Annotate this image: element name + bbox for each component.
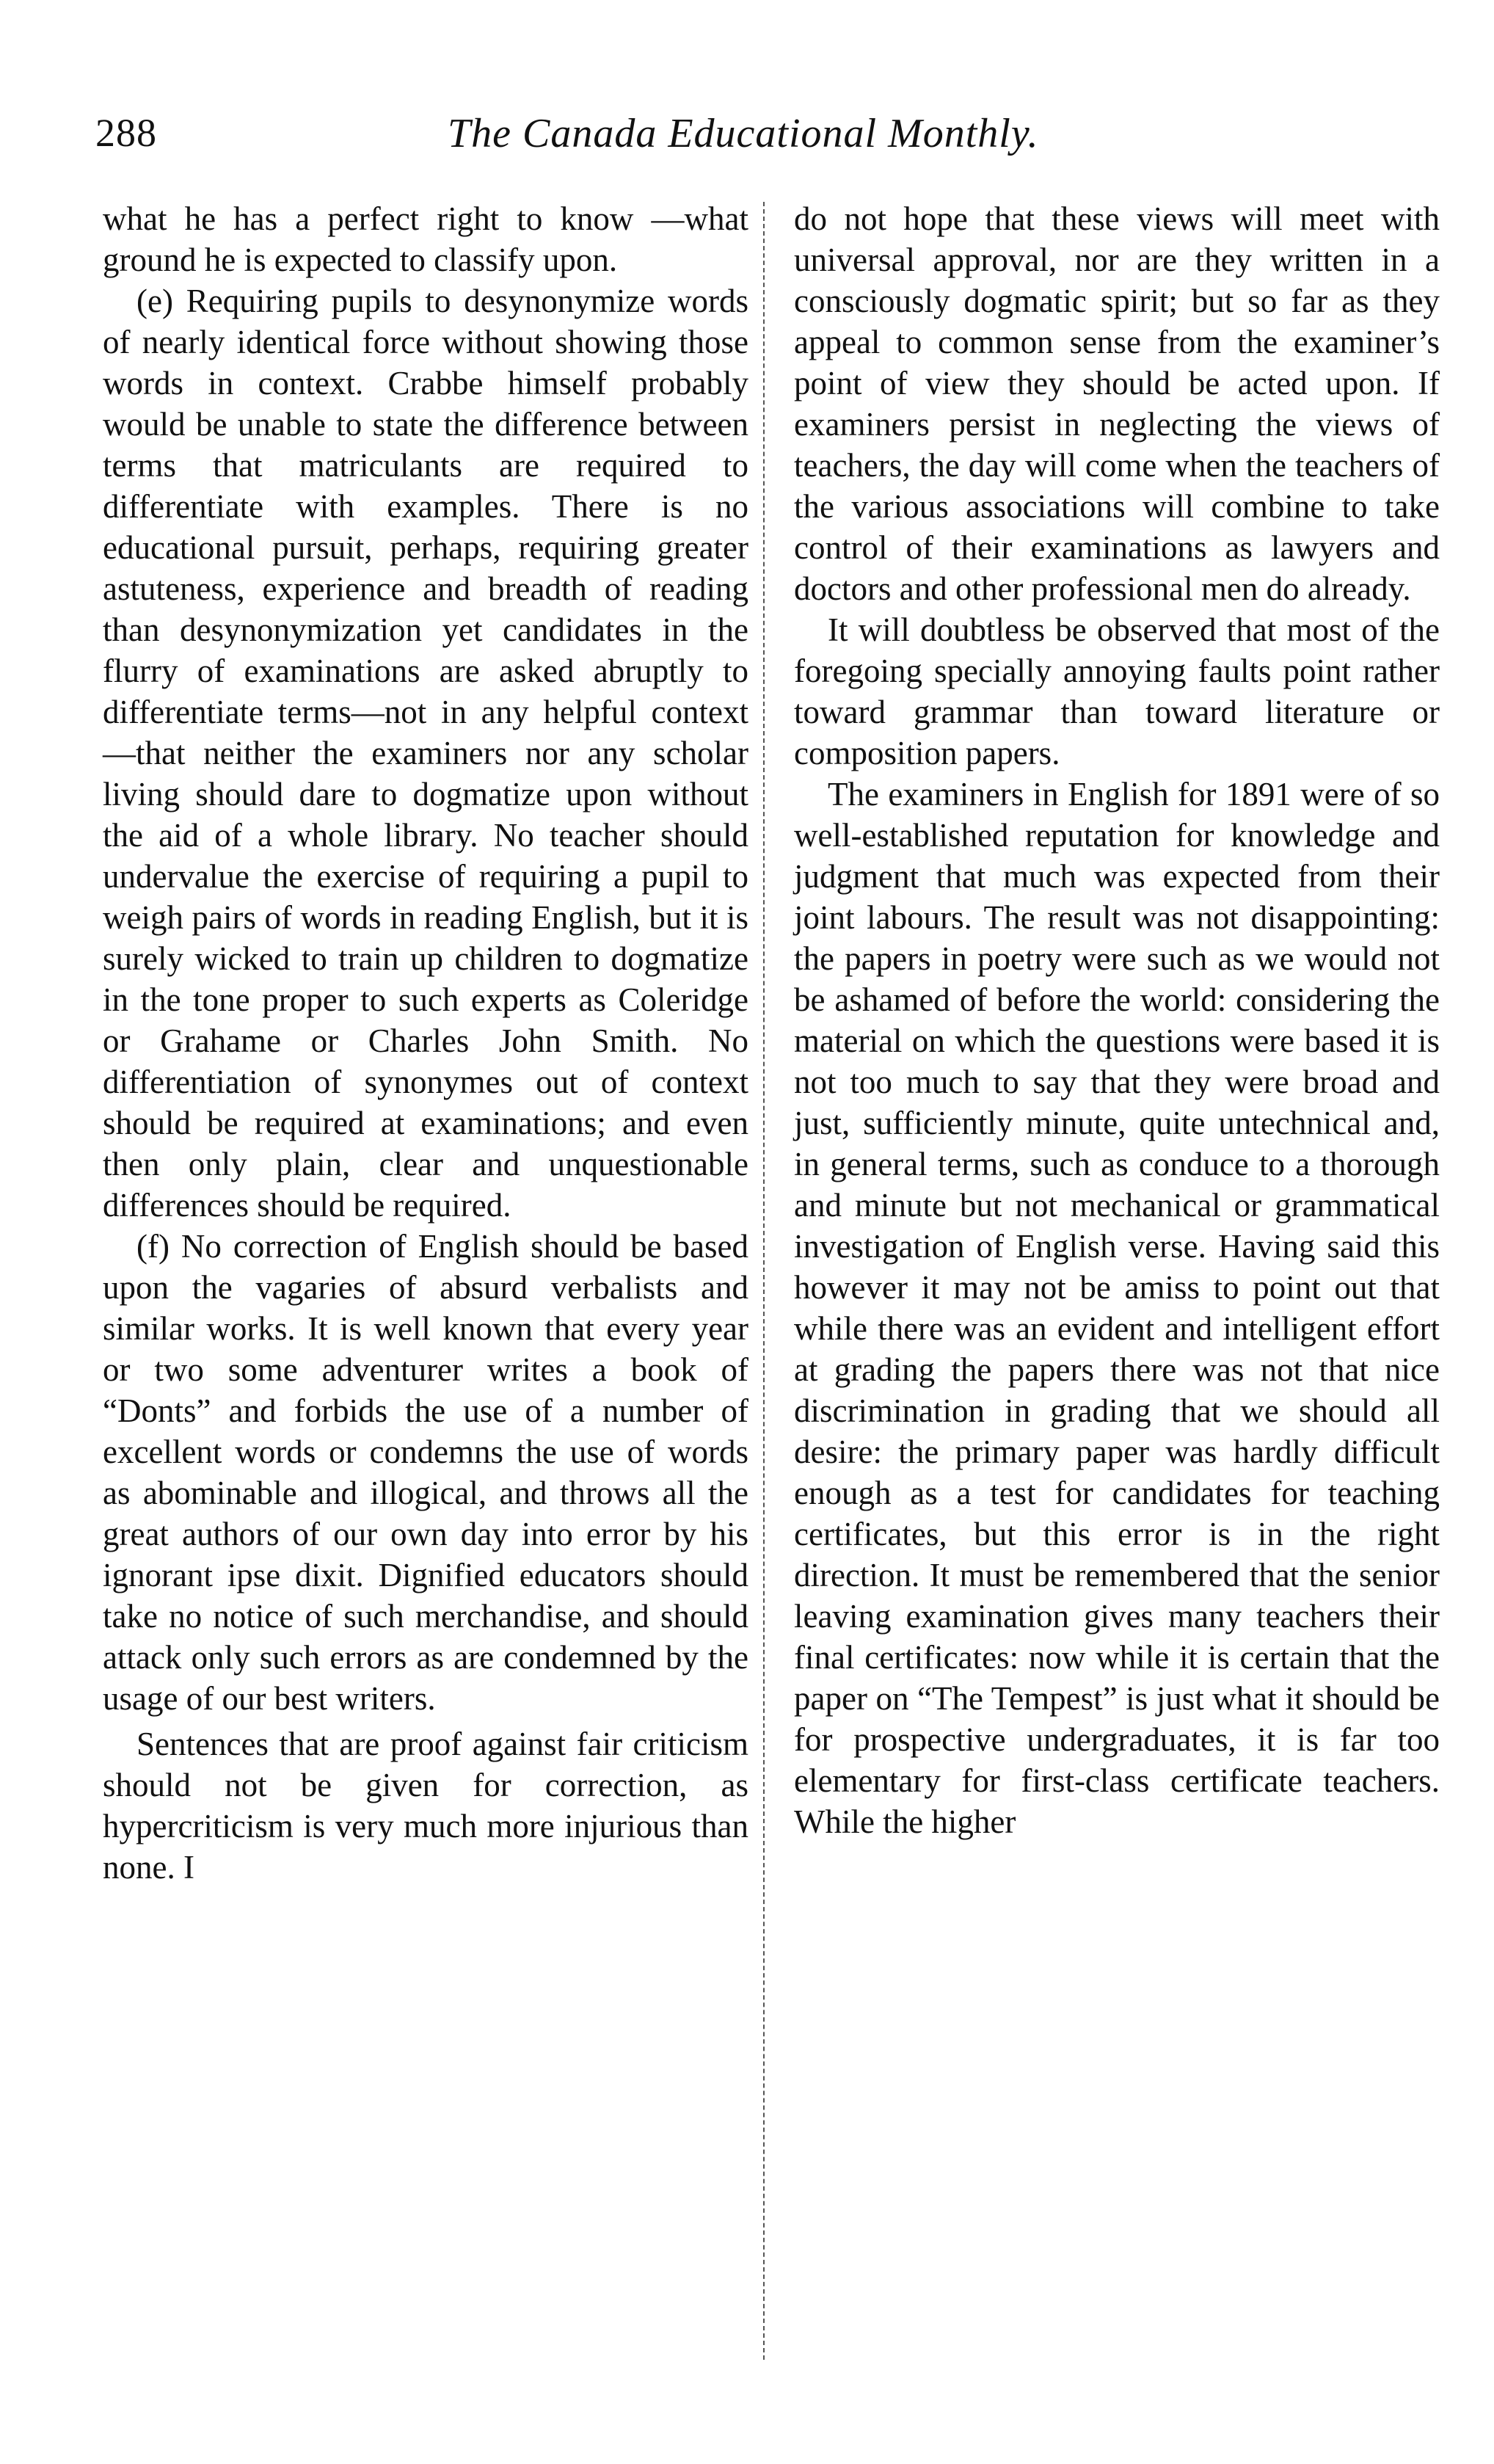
paragraph-e-desynonymize: (e) Requiring pupils to desynonymize words of nearly identical force without showing those words in context. Crabbe himself probably would be unable to state the difference between terms that matriculants are required to differentiate with examples. There is no educational pursuit, perhaps, requiring greater astuteness, experience and breadth of reading than desynonymization yet candidates in the flurry of examinations are asked abruptly to differentiate terms—not in any helpful context—that neither the examiners nor any scholar living should dare to dogmatize upon without the aid of a whole library. No teacher should undervalue the exercise of requiring a pupil to weigh pairs of words in reading English, but it is surely wicked to train up children to dogmatize in the tone proper to such experts as Coleridge or Grahame or Charles John Smith. No differentiation of synonymes out of context should be required at examinations; and even then only plain, clear and unquestionable differences should be required.: [103, 283, 748, 1224]
paragraph-hypercriticism: Sentences that are proof against fair criticism should not be given for correction, as hypercriticism is very much more injurious than none. I: [103, 1726, 748, 1886]
left-column: [103, 198, 748, 1888]
right-column: [794, 198, 1440, 1842]
paragraph-continuation-right: do not hope that these views will meet with universal approval, nor are they written in a consciously dogmatic spirit; but so far as they appeal to common sense from the examiner’s point of view they should be acted upon. If examiners persist in neglecting the views of teachers, the day will come when the teachers of the various associations will combine to take control of their examinations as lawyers and doctors and other professional men do already.: [794, 200, 1440, 607]
paragraph-examiners-1891: The examiners in English for 1891 were of so well-established reputation for knowledge and judgment that much was expected from their joint labours. The result was not disappointing: the papers in poetry were such as we would not be ashamed of before the world: considering the material on which the questions were based it is not too much to say that they were broad and just, sufficiently minute, quite untechnical and, in general terms, such as conduce to a thorough and minute but not mechanical or grammatical investigation of English verse. Having said this however it may not be amiss to point out that while there was an evident and intelligent effort at grading the papers there was not that nice discrimination in grading that we should all desire: the primary paper was hardly difficult enough as a test for candidates for teaching certificates, but this error is in the right direction. It must be remembered that the senior leaving examination gives many teachers their final certificates: now while it is certain that the paper on “The Tempest” is just what it should be for prospective undergraduates, it is far too elementary for first-class certificate teachers. While the higher: [794, 776, 1440, 1840]
column-divider: [763, 202, 765, 2360]
paragraph-continuation: what he has a perfect right to know —what ground he is expected to classify upon.: [103, 200, 748, 278]
paragraph-f-verbalists: (f) No correction of English should be based upon the vagaries of absurd verbalists and similar works. It is well known that every year or two some adventurer writes a book of “Donts” and forbids the use of a number of excellent words or condemns the use of words as abominable and illogical, and throws all the great authors of our own day into error by his ignorant ipse dixit. Dignified educators should take no notice of such merchandise, and should attack only such errors as are condemned by the usage of our best writers.: [103, 1228, 748, 1717]
page-number: 288: [95, 111, 157, 155]
page-header: [95, 110, 1438, 169]
paragraph-annoying-faults: It will doubtless be observed that most of the foregoing specially annoying faults point rather toward grammar than toward literature or composition papers.: [794, 611, 1440, 771]
running-title: The Canada Educational Monthly.: [448, 111, 1039, 156]
